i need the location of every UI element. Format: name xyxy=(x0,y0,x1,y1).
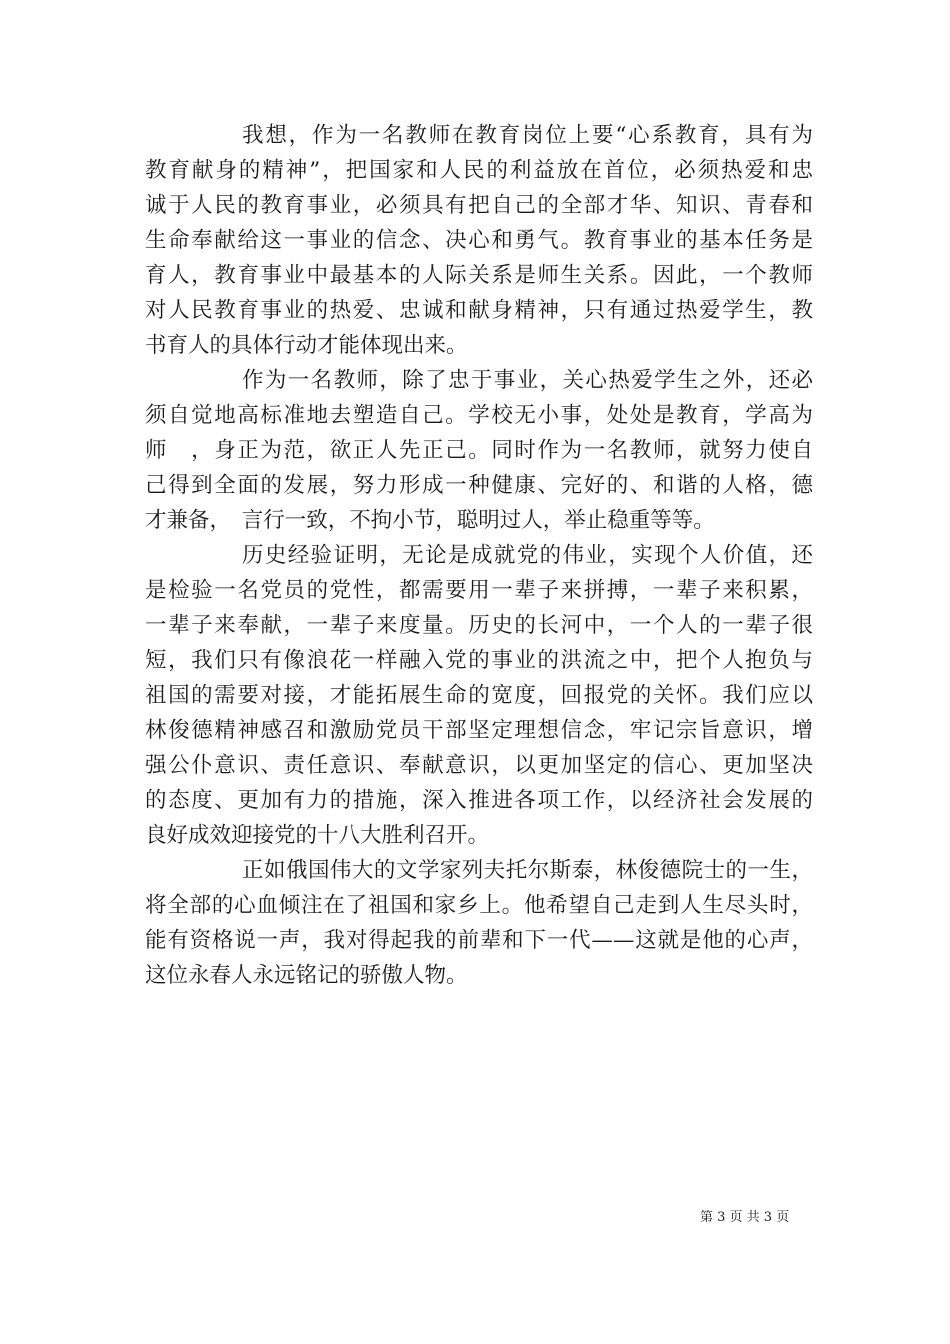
text-line: 作为一名教师，除了忠于事业，关心热爱学生之外，还必 xyxy=(242,368,813,393)
text-line: 教育献身的精神”，把国家和人民的利益放在首位，必须热爱和忠 xyxy=(145,158,813,183)
text-line: 对人民教育事业的热爱、忠诚和献身精神，只有通过热爱学生，教 xyxy=(145,298,813,323)
text-line: 良好成效迎接党的十八大胜利召开。 xyxy=(145,823,490,848)
text-line: 林俊德精神感召和激励党员干部坚定理想信念，牢记宗旨意识，增 xyxy=(145,718,813,743)
text-line: 的态度、更加有力的措施，深入推进各项工作，以经济社会发展的 xyxy=(145,788,813,813)
text-line: 这位永春人永远铭记的骄傲人物。 xyxy=(145,963,468,988)
text-line: 强公仆意识、责任意识、奉献意识，以更加坚定的信心、更加坚决 xyxy=(145,753,813,778)
text-line: 我想，作为一名教师在教育岗位上要“心系教育，具有为 xyxy=(242,123,813,148)
paragraph-1 xyxy=(145,118,813,363)
text-line: 是检验一名党员的党性，都需要用一辈子来拼搏，一辈子来积累， xyxy=(145,578,813,603)
text-line: 育人，教育事业中最基本的人际关系是师生关系。因此，一个教师 xyxy=(145,263,813,288)
text-line: 诚于人民的教育事业，必须具有把自己的全部才华、知识、青春和 xyxy=(145,193,813,218)
text-line: 能有资格说一声，我对得起我的前辈和下一代——这就是他的心声， xyxy=(145,928,813,953)
text-line: 才兼备， 言行一致，不拘小节，聪明过人，举止稳重等等。 xyxy=(145,508,715,533)
text-line: 将全部的心血倾注在了祖国和家乡上。他希望自己走到人生尽头时， xyxy=(145,893,813,918)
paragraph-3 xyxy=(145,538,813,853)
text-line: 生命奉献给这一事业的信念、决心和勇气。教育事业的基本任务是 xyxy=(145,228,813,253)
text-line: 祖国的需要对接，才能拓展生命的宽度，回报党的关怀。我们应以 xyxy=(145,683,813,708)
paragraph-4 xyxy=(145,853,813,993)
text-line: 书育人的具体行动才能体现出来。 xyxy=(145,333,468,358)
text-line: 师 ，身正为范，欲正人先正己。同时作为一名教师，就努力使自 xyxy=(145,438,813,463)
text-line: 一辈子来奉献，一辈子来度量。历史的长河中，一个人的一辈子很 xyxy=(145,613,813,638)
page-number-footer: 第 3 页 共 3 页 xyxy=(700,1210,790,1225)
text-line: 己得到全面的发展，努力形成一种健康、完好的、和谐的人格，德 xyxy=(145,473,813,498)
text-line: 短，我们只有像浪花一样融入党的事业的洪流之中，把个人抱负与 xyxy=(145,648,813,673)
text-line: 正如俄国伟大的文学家列夫托尔斯泰，林俊德院士的一生， xyxy=(242,858,813,883)
document-body xyxy=(145,118,813,993)
paragraph-2 xyxy=(145,363,813,538)
text-line: 须自觉地高标准地去塑造自己。学校无小事，处处是教育，学高为 xyxy=(145,403,813,428)
text-line: 历史经验证明，无论是成就党的伟业，实现个人价值，还 xyxy=(242,543,813,568)
